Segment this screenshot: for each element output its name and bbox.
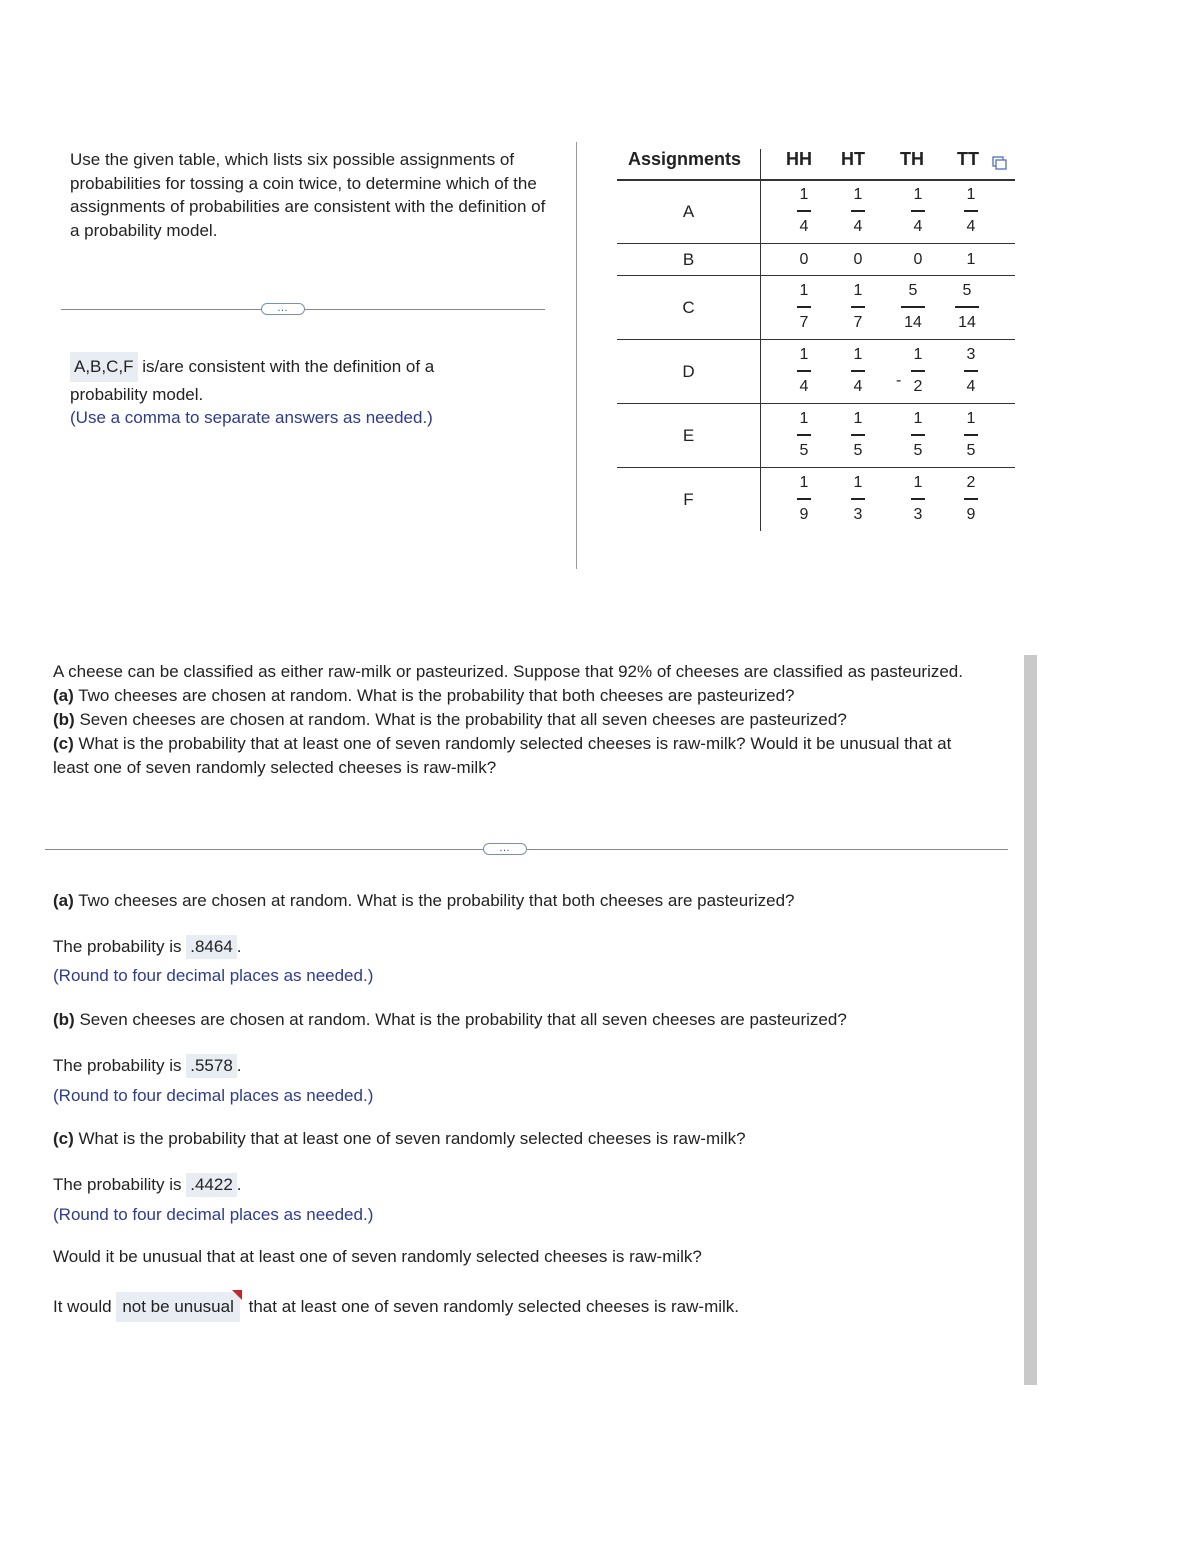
- cell-fraction: 1 5: [838, 410, 878, 460]
- row-rule: [617, 339, 1015, 340]
- cell-fraction: 1 4: [951, 186, 991, 236]
- cell-fraction: 5 14: [947, 282, 987, 332]
- a-answer-field[interactable]: .8464: [186, 935, 237, 959]
- row-label-a: A: [682, 202, 695, 221]
- header-rule: [617, 179, 1015, 181]
- row-label-b: B: [682, 250, 695, 269]
- cell-fraction: 1 7: [784, 282, 824, 332]
- header-ht: HT: [841, 149, 865, 169]
- header-assignments: Assignments: [628, 149, 742, 169]
- copy-icon[interactable]: [992, 156, 1007, 170]
- b-answer-line: The probability is .5578 .: [53, 1054, 242, 1078]
- cell-fraction: 1 4: [898, 186, 938, 236]
- cell-fraction: 1 5: [951, 410, 991, 460]
- cell-fraction: 1 4: [838, 186, 878, 236]
- cell-value: 0: [853, 251, 863, 268]
- q2-prompt: [53, 660, 993, 780]
- cell-fraction: 1 3: [838, 474, 878, 524]
- row-rule: [617, 275, 1015, 276]
- cell-fraction: 1 4: [838, 346, 878, 396]
- cell-fraction: 5 14: [893, 282, 933, 332]
- q1-answer-block: [70, 352, 550, 434]
- cell-fraction: 1 7: [838, 282, 878, 332]
- q2-part-c: (c) What is the probability that at least one of seven randomly selected cheeses is raw-milk? Would it be unusual that at least one of seven randomly selected cheeses is raw-milk?: [53, 734, 952, 777]
- cell-fraction: 1 5: [898, 410, 938, 460]
- b-answer-field[interactable]: .5578: [186, 1054, 237, 1078]
- q2-intro: A cheese can be classified as either raw-milk or pasteurized. Suppose that 92% of cheeses are classified as pasteurized.: [53, 662, 963, 681]
- c-answer-field[interactable]: .4422: [186, 1173, 237, 1197]
- cell-fraction: 1 5: [784, 410, 824, 460]
- marker-icon: [232, 1290, 242, 1300]
- d-answer-dropdown[interactable]: not be unusual: [116, 1292, 240, 1322]
- header-hh: HH: [786, 149, 812, 169]
- a-answer-line: The probability is .8464 .: [53, 935, 242, 959]
- header-tt: TT: [957, 149, 979, 169]
- q2-part-b: (b) Seven cheeses are chosen at random. What is the probability that all seven cheeses are pasteurized?: [53, 710, 847, 729]
- d-answer-line: It would not be unusual that at least one of seven randomly selected cheeses is raw-milk.: [53, 1292, 739, 1322]
- column-rule: [760, 149, 761, 531]
- q1-hint: (Use a comma to separate answers as needed.): [70, 408, 433, 427]
- more-button[interactable]: …: [261, 303, 305, 315]
- cell-fraction: 2 9: [951, 474, 991, 524]
- c-hint: (Round to four decimal places as needed.): [53, 1205, 374, 1224]
- c-question: (c) What is the probability that at least one of seven randomly selected cheeses is raw-milk?: [53, 1129, 746, 1148]
- row-label-d: D: [682, 362, 695, 381]
- q1-answer-field[interactable]: A,B,C,F: [70, 352, 138, 382]
- scrollbar[interactable]: [1024, 655, 1037, 1385]
- cell-fraction: 1 4: [784, 186, 824, 236]
- header-th: TH: [900, 149, 924, 169]
- row-label-f: F: [683, 490, 694, 509]
- q1-prompt: Use the given table, which lists six possible assignments of probabilities for tossing a coin twice, to determine which of the assignments of probabilities are consistent with the definition of a probability model.: [70, 150, 546, 240]
- c-answer-line: The probability is .4422 .: [53, 1173, 242, 1197]
- b-hint: (Round to four decimal places as needed.): [53, 1086, 374, 1105]
- cell-value: 0: [913, 251, 923, 268]
- cell-fraction: 1 9: [784, 474, 824, 524]
- q2-part-a: (a) Two cheeses are chosen at random. What is the probability that both cheeses are pasteurized?: [53, 686, 795, 705]
- cell-fraction: 3 4: [951, 346, 991, 396]
- q1-answer-suffix: is/are consistent with the definition of a: [142, 357, 435, 376]
- row-label-c: C: [682, 298, 695, 317]
- a-question: (a) Two cheeses are chosen at random. What is the probability that both cheeses are pasteurized?: [53, 891, 795, 910]
- cell-value: 0: [799, 251, 809, 268]
- more-button[interactable]: …: [483, 843, 527, 855]
- cell-fraction: 1 4: [784, 346, 824, 396]
- row-rule: [617, 467, 1015, 468]
- column-divider: [576, 142, 577, 569]
- cell-value: 1: [966, 251, 976, 268]
- row-label-e: E: [682, 426, 695, 445]
- cell-fraction: 1 3: [898, 474, 938, 524]
- b-question: (b) Seven cheeses are chosen at random. What is the probability that all seven cheeses are pasteurized?: [53, 1010, 847, 1029]
- row-rule: [617, 403, 1015, 404]
- a-hint: (Round to four decimal places as needed.): [53, 966, 374, 985]
- d-question: Would it be unusual that at least one of seven randomly selected cheeses is raw-milk?: [53, 1247, 702, 1266]
- cell-fraction-negative: - 1 2: [898, 346, 938, 396]
- row-rule: [617, 243, 1015, 244]
- q1-answer-suffix2: probability model.: [70, 385, 204, 404]
